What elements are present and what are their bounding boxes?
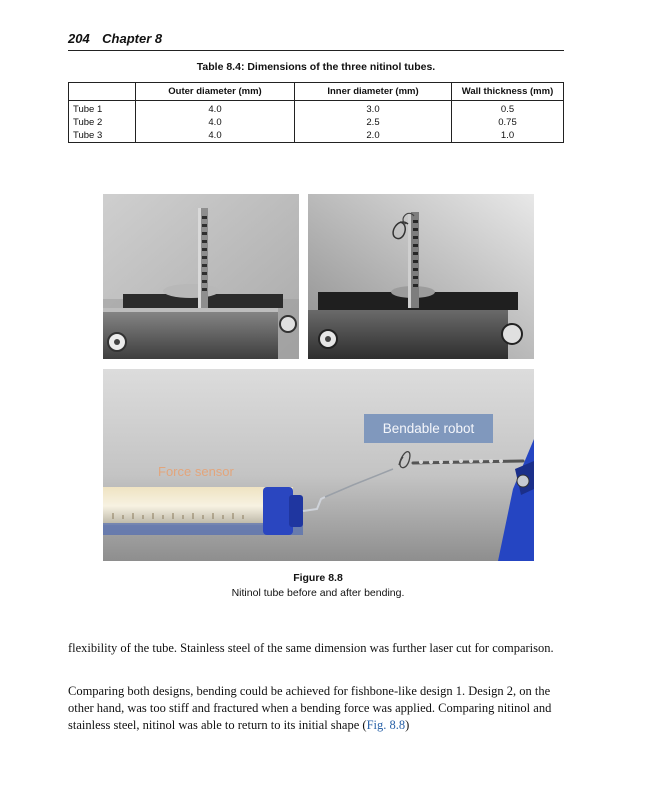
running-head: [68, 30, 564, 51]
table-cell: 1.0: [452, 129, 564, 143]
table-cell: 4.0: [136, 101, 295, 117]
body-paragraph-2: [68, 683, 568, 734]
table-cell: 2.5: [295, 116, 452, 129]
body-paragraph-1: flexibility of the tube. Stainless steel of the same dimension was further laser cut for comparison.: [68, 641, 554, 655]
table-header-cell: Outer diameter (mm): [136, 83, 295, 101]
photo-tube-after-bending: [308, 194, 534, 359]
table-caption: Table 8.4: Dimensions of the three nitinol tubes.: [196, 61, 436, 73]
chapter-title: Chapter 8: [102, 31, 163, 46]
table-cell: Tube 2: [69, 116, 136, 129]
label-force-sensor: Force sensor: [158, 464, 234, 479]
dimensions-table: [68, 82, 564, 143]
table-cell: 0.75: [452, 116, 564, 129]
table-row: [69, 101, 564, 117]
table-cell: 4.0: [136, 129, 295, 143]
table-cell: 0.5: [452, 101, 564, 117]
table-header-cell: Wall thickness (mm): [452, 83, 564, 101]
table-cell: 3.0: [295, 101, 452, 117]
label-bendable-robot: Bendable robot: [364, 414, 493, 443]
table-cell: 4.0: [136, 116, 295, 129]
paragraph-text-end: ): [405, 718, 410, 732]
figure-title: Figure 8.8: [293, 572, 343, 584]
figure-caption: Nitinol tube before and after bending.: [231, 587, 405, 599]
table-header-cell: Inner diameter (mm): [295, 83, 452, 101]
table-cell: Tube 1: [69, 101, 136, 117]
table-cell: 2.0: [295, 129, 452, 143]
table-header-cell: [69, 83, 136, 101]
table-cell: Tube 3: [69, 129, 136, 143]
table-row: [69, 116, 564, 129]
photo-tube-before-bending: [103, 194, 299, 359]
page-number: 204: [68, 31, 90, 46]
table-row: [69, 129, 564, 143]
figure-reference-link[interactable]: Fig. 8.8: [366, 718, 406, 732]
paragraph-text: Comparing both designs, bending could be achieved for fishbone-like design 1. Design 2, on the other hand, was too stiff and fractured when a bending force was applied. Comparing nitinol and stainless steel, nitinol was able to return to its initial shape (: [68, 684, 552, 732]
